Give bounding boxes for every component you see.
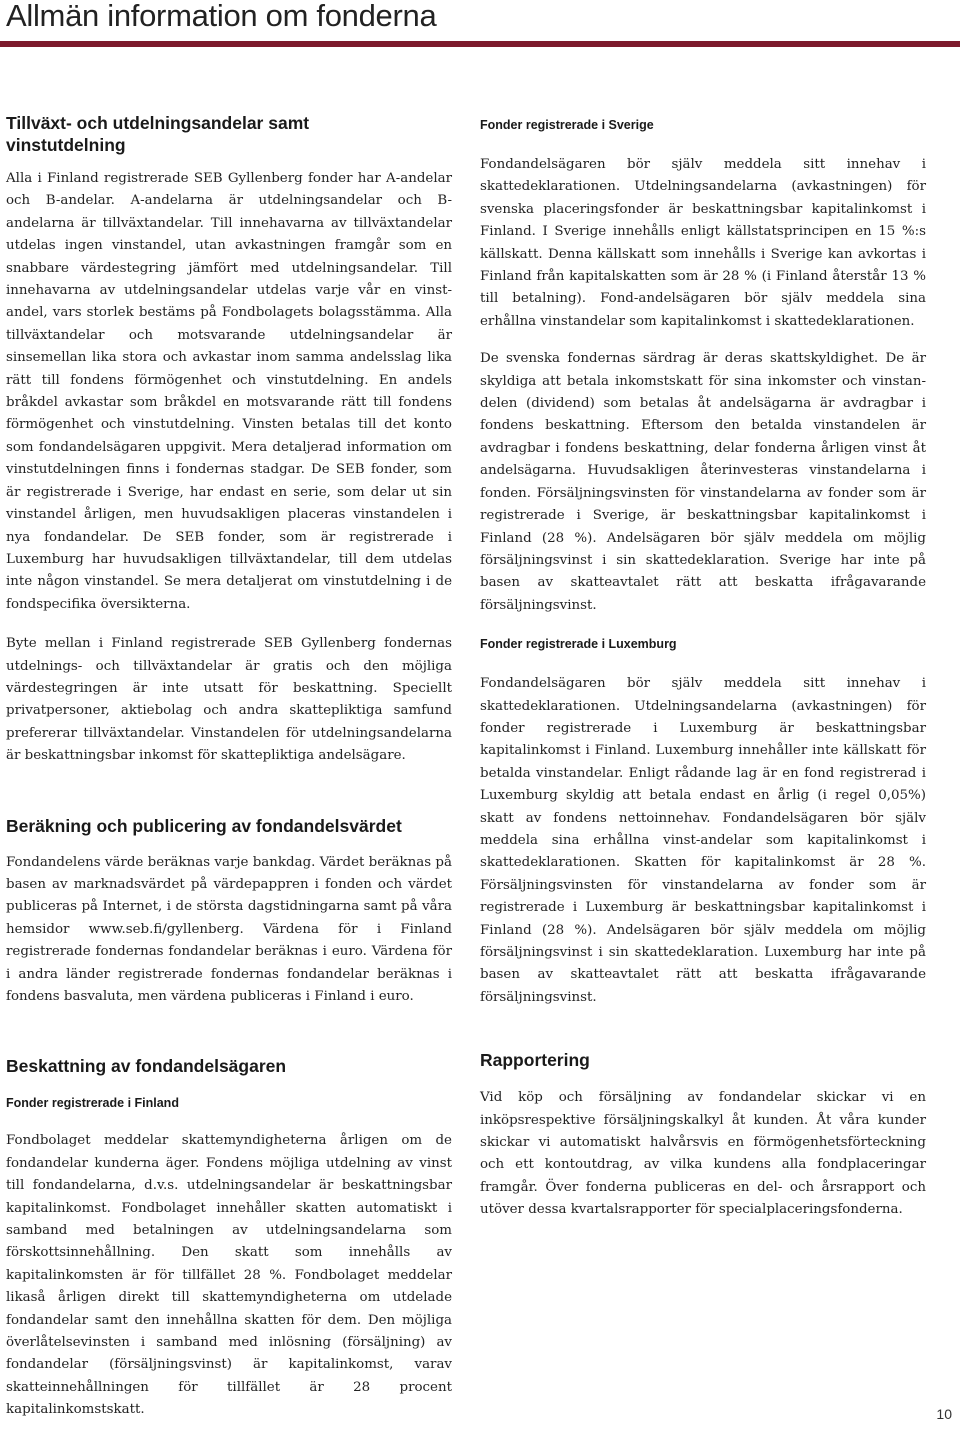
paragraph-rapportering: Vid köp och försäljning av fondandelar skickar vi en inköpsrespektive försäljningskalkyl åt kunden. Åt våra kunder skickar vi automatiskt halvårsvis en förmögenhetsförteckning och ett kontoutdrag, av vilka kundens alla fondplaceringar framgår. Över fonderna publiceras en del- och årsrapport och utöver dessa kvartalsrapporter för specialplaceringsfonderna. — [480, 1090, 926, 1218]
page-title: Allmän information om fonderna — [6, 0, 437, 33]
paragraph-andelar: Alla i Finland registrerade SEB Gyllenberg fonder har A-andelar och B-andelar. A-andelarna är utdelningsandelar och B-andelarna är tillväxtandelar. Till innehavarna av tillväxtandelar utdelas ingen vinstandel, utan avkastningen framgår som en snabbare värdestegring jämfört med utdelningsandelar. Till innehavarna av utdelningsandelar utdelas varje vår en vinst-andel, vars storlek bestäms på Fondbolagets bolagsstämma. Alla tillväxtandelar och motsvarande utdelningsandelar är sinsemellan lika stora och avkastar inom samma andelsslag lika rätt till fondens förmögenhet och vinstutdelning. En andels bråkdel avkastar som bråkdel en motsvarande rätt till fondens förmögenhet och vinstutdelning. Vinsten betalas till det konto som fondandelsägaren uppgivit. Mera detaljerad information om vinstutdelningen finns i fondernas stadgar. De SEB fonder, som är registrerade i Sverige, har endast en serie, som delar ut sin vinstandel årligen, men huvudsakligen placeras vinstandelen i nya fondandelar. De SEB fonder, som är registrerade i Luxemburg har huvudsakligen tillväxtandelar, till dem utdelas inte någon vinstandel. Se mera detaljerat om vinstutdelning i de fondspecifika översikterna. — [6, 171, 452, 612]
paragraph-sverige-1: Fondandelsägaren bör själv meddela sitt innehav i skattedeklarationen. Utdelningsandelarna (avkastningen) för svenska placeringsfonder är beskattningsbar kapitalinkomst i Finland. I Sverige innehålls enligt källstatsprincipen en 15 %:s källskatt. Denna källskatt som innehålls i Sverige kan avkortas i Finland från kapitalskatten som är 28 % (i Finland återstår 13 % till betalning). Fond-andelsägaren bör själv meddela sina erhållna vinstandelar som kapitalinkomst i skattedeklarationen. — [480, 157, 926, 329]
subheading-sverige: Fonder registrerade i Sverige — [480, 118, 654, 132]
section-heading-vinstutdelning: Tillväxt- och utdelningsandelar samt vinstutdelning — [6, 113, 310, 155]
title-rule — [0, 41, 960, 47]
section-heading-berakning: Beräkning och publicering av fondandelsvärdet — [6, 815, 402, 836]
right-column — [480, 112, 926, 1222]
paragraph-sverige-2: De svenska fondernas särdrag är deras skattskyldighet. De är skyldiga att betala inkomstskatt för sina inkomster och vinstan-delen (dividend) som betalas åt andelsägarna är avdragbar i fondens beskattning. Eftersom den betalda vinstandelen är avdragbar i fondens beskattning, delar fonderna årligen vinst åt andelsägarna. Huvudsakligen återinvesteras vinstandelarna i fonden. Försäljningsvinsten för vinstandelarna av fonder som är registrerade i Sverige, är beskattningsbar kapitalinkomst i Finland (28 %). Andelsägaren bör själv meddela om möjlig försäljningsvinst i sin skattedeklaration. Sverige har inte på basen av skatteavtalet rätt att beskatta ifrågavarande försäljningsvinst. — [480, 351, 926, 613]
paragraph-berakning: Fondandelens värde beräknas varje bankdag. Värdet beräknas på basen av marknadsvärdet på värdepappren i fonden och värdet publiceras på Internet, i de största dagstidningarna samt på våra hemsidor www.seb.fi/gyllenberg. Värdena för i Finland registrerade fondernas fondandelar beräknas i euro. Värdena för i andra länder registrerade fondernas fondandelar beräknas i fondens basvaluta, men värdena publiceras i Finland i euro. — [6, 854, 452, 1004]
paragraph-luxemburg: Fondandelsägaren bör själv meddela sitt innehav i skattedeklarationen. Utdelningsandelarna (avkastningen) för fonder registrerade i Luxemburg är beskattningsbar kapitalinkomst i Finland. Luxemburg innehåller inte källskatt för betalda vinstandelar. Enligt rådande lag är en fond registrerad i Luxemburg skyldig att betala endast en årlig (i regel 0,05%) skatt av fondens nettoinnehav. Fondandelsägaren bör själv meddela sina erhållna vinst-andelar som kapitalinkomst i skattedeklarationen. Skatten för kapitalinkomst är 28 %. Försäljningsvinsten för vinstandelarna av fonder som är registrerade i Luxemburg är beskattningsbar kapitalinkomst i Finland (28 %). Andelsägaren bör själv meddela om möjlig försäljningsvinst i sin skattedeklaration. Luxemburg har inte på basen av skatteavtalet rätt att beskatta ifrågavarande försäljningsvinst. — [480, 676, 926, 1005]
page-number: 10 — [936, 1406, 952, 1422]
subheading-finland: Fonder registrerade i Finland — [6, 1096, 179, 1111]
left-column — [6, 112, 452, 1422]
paragraph-byte: Byte mellan i Finland registrerade SEB Gyllenberg fondernas utdelnings- och tillväxtandelar är gratis och den möjliga värdestegringen är inte utsatt för beskattning. Speciellt privatpersoner, aktiebolag och andra skattepliktiga samfund prefererar tillväxtandelar. Vinstandelen för utdelningsandelarna är beskattningsbar inkomst för skattepliktiga andelsägare. — [6, 636, 452, 764]
section-heading-rapportering: Rapportering — [480, 1050, 590, 1071]
section-heading-beskattning: Beskattning av fondandelsägaren — [6, 1056, 287, 1077]
paragraph-finland: Fondbolaget meddelar skattemyndigheterna årligen om de fondandelar kunderna äger. Fondens möjliga utdelning av vinst till fondandelarna, d.v.s. utdelningsandelar är beskattningsbar kapitalinkomst. Fondbolaget innehåller skatten automatiskt i samband med betalningen av utdelningsandelarna som förskottsinnehållning. Den skatt som innehålls av kapitalinkomsten är för tillfället 28 %. Fondbolaget meddelar likaså årligen direkt till skattemyndigheterna om utdelade fondandelar samt den innehållna skatten för dem. Den möjliga överlåtelsevinsten i samband med inlösning (försäljning) av fondandelar (försäljningsvinst) är kapitalinkomst, varav skatteinnehållningen för tillfället är 28 procent kapitalinkomstskatt. — [6, 1133, 452, 1418]
subheading-luxemburg: Fonder registrerade i Luxemburg — [480, 637, 677, 652]
